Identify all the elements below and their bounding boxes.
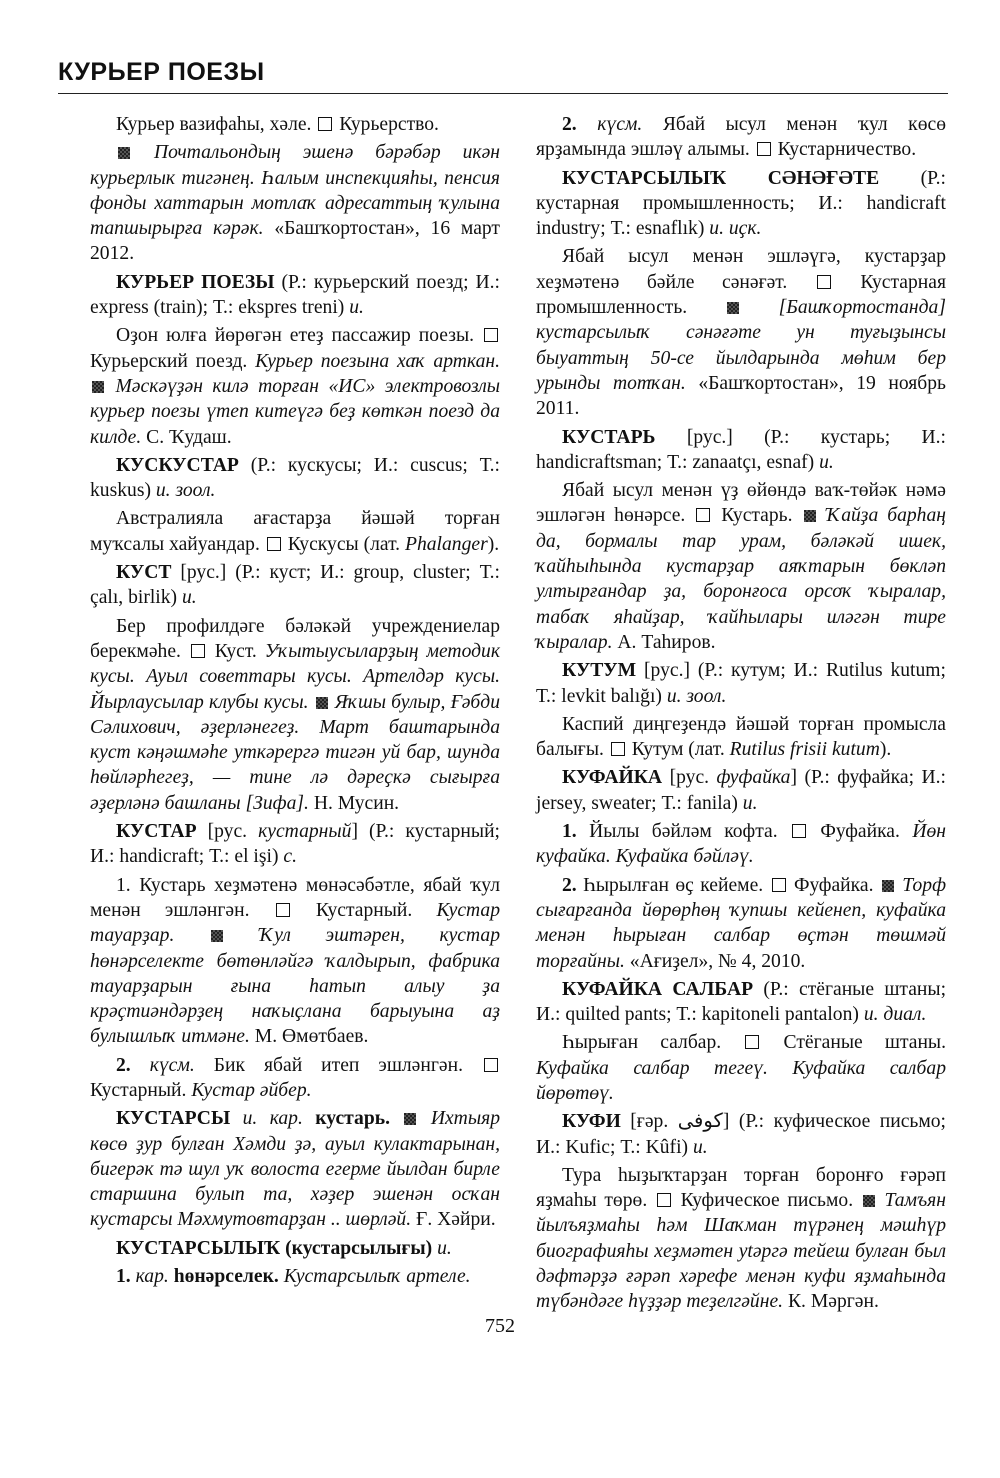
example-square-icon bbox=[882, 880, 894, 892]
box-icon bbox=[772, 878, 786, 892]
example-square-icon bbox=[727, 302, 739, 314]
entry-text: Тура һыҙыҡтарҙан торған боронғо ғәрәп яҙмаһы төрө. Куфическое письмо. Тамъян йылъяҙмаһы һәм Шаҡман түрәнең мәшһүр биографияһы хеҙмәтен ytәргә тейеш булған был дәфтәрҙә ғәрәп хәрефе менән куфи яҙмаһында түбәндәге һүҙҙәр теҙелгәйне. К. Мәргән. bbox=[536, 1164, 946, 1313]
entry-headword: КУФАЙКА САЛБАР (Р.: стёганые штаны; И.: quilted pants; Т.: kapitoneli pantalon) и. диал. bbox=[536, 978, 947, 1026]
entry-headword: КУФАЙКА [рус. фуфайка] (Р.: фуфайка; И.: jersey, sweater; Т.: fanila) и. bbox=[536, 767, 946, 814]
entry-text: Бер профилдәге бәләкәй учреждениелар берекмәһе. Куст. Уҡытыусыларҙың методик кусы. Ауыл советтары кусы. Артелдәр кусы. Йырлаусылар клубы кусы. Яҡшы булыр, Ғәбди Сәлихович, әҙерләнегеҙ. Март баштарында куст кәңәшмәһе уткәрергә тигән уй бар, шунда һөйләрһегеҙ, — тине лә дәреҫкә сығырға әҙерләнә башланы [Зифа]. Н. Мусин. bbox=[90, 615, 500, 814]
entry-sense: 2. Һырылған өҫ кейеме. Фуфайка. Торф сығарғанда йөрөрһөң ҡупшы кейенеп, куфайка менән һырыған салбар өҫтән төшмәй торғайны. «Ағиҙел», № 4, 2010. bbox=[536, 874, 946, 972]
entry-text: Ябай ысул менән эшләүгә, кустарҙар хеҙмәтенә бәйле сәнәғәт. Кустарная промышленность. [Башҡортостанда] кустарсылыҡ сәнәғәте ун туғыҙынсы быуаттың 50-се йылдарында мөһим бер урынды тотҡан. «Башҡортостан», 19 ноябрь 2011. bbox=[536, 246, 946, 420]
box-icon bbox=[696, 508, 710, 522]
entry-headword: КУСТАРСЫЛЫҠ (кустарсылығы) и. bbox=[116, 1237, 452, 1259]
box-icon bbox=[745, 1035, 759, 1049]
entry-headword: КУФИ [ғәр. کوفی] (Р.: куфическое письмо; И.: Kufic; Т.: Kûfi) и. bbox=[536, 1111, 946, 1158]
example-square-icon bbox=[316, 697, 328, 709]
entry-headword: КУСТАРСЫЛЫҠ СӘНӘҒӘТЕ (Р.: кустарная промышленность; И.: handicraft industry; Т.: esnaflık) и. иҫк. bbox=[536, 167, 946, 240]
box-icon bbox=[267, 537, 281, 551]
running-head: КУРЬЕР ПОЕЗЫ bbox=[58, 58, 265, 86]
box-icon bbox=[792, 824, 806, 838]
entry-headword: КУСТАРСЫ и. кар. кустарь. Ихтыяр көсө ҙур булған Хәмди ҙә, ауыл кулактарынан, бигерәк тә шул уҡ волоста егерме йылдан бирле старшина булып та, хәҙер эшенән осҡан кустарсы Мәхмутовтарҙан .. шөрләй. Ғ. Хәйри. bbox=[90, 1108, 500, 1231]
example-square-icon bbox=[118, 147, 130, 159]
box-icon bbox=[611, 742, 625, 756]
entry-sense: 2. күсм. Ябай ысул менән ҡул көсө ярҙамында эшләү алымы. Кустарничество. bbox=[536, 114, 946, 161]
entry-headword: КУСТАРЬ [рус.] (Р.: кустарь; И.: handicraftsman; Т.: zanaatçı, esnaf) и. bbox=[536, 426, 946, 473]
entry-example: Почтальондың эшенә бәрәбәр икән курьерлык тигәнең. Һалым инспекцияһы, пенсия фонды хаттарын мотлаҡ адресаттың ҡулына тапшырырға кәрәк. «Башҡортостан», 16 март 2012. bbox=[90, 142, 500, 265]
entry-sense: 1. кар. һөнәрселек. Кустарсылыҡ артеле. bbox=[116, 1266, 471, 1288]
entry-sense: 2. күсм. Бик ябай итеп эшләнгән. Кустарный. Кустар әйбер. bbox=[90, 1053, 500, 1104]
entry-sense: 1. Йылы бәйләм кофта. Фуфайка. Йөн куфайка. Куфайка бәйләү. bbox=[536, 821, 946, 868]
entry-headword: КУРЬЕР ПОЕЗЫ (Р.: курьерский поезд; И.: express (train); Т.: ekspres treni) и. bbox=[90, 271, 500, 319]
entry-headword: КУСКУСТАР (Р.: кускусы; И.: cuscus; Т.: kuskus) и. зоол. bbox=[90, 454, 500, 502]
example-square-icon bbox=[804, 510, 816, 522]
entry-text: Австралияла ағастарҙа йәшәй торған муҡсалы хайуандар. Кускусы (лат. Phalanger). bbox=[90, 508, 500, 555]
box-icon bbox=[817, 275, 831, 289]
box-icon bbox=[484, 1058, 498, 1072]
example-square-icon bbox=[404, 1113, 416, 1125]
entry-text: Каспий диңгеҙендә йәшәй торған промысла балығы. Кутум (лат. Rutilus frisii kutum). bbox=[536, 713, 946, 761]
left-column bbox=[90, 112, 500, 1292]
entry-text: Оҙон юлға йөрөгән етеҙ пассажир поезы. Курьерский поезд. Курьер поезына хаҡ арткан. Мәскәүҙән килә торған «ИС» электровозлы курьер поезы үтеп китеүгә беҙ көткән поезд да килде. С. Ҡудаш. bbox=[90, 325, 501, 448]
box-icon bbox=[318, 117, 332, 131]
example-square-icon bbox=[863, 1195, 875, 1207]
page-number: 752 bbox=[485, 1315, 515, 1337]
entry-text: Курьер вазифаһы, хәле. Курьерство. bbox=[116, 114, 439, 135]
example-square-icon bbox=[211, 930, 223, 942]
entry-text: Һырыған салбар. Стёганые штаны. Куфайка салбар тегеү. Куфайка салбар йөрөтөү. bbox=[536, 1032, 946, 1104]
box-icon bbox=[657, 1193, 671, 1207]
box-icon bbox=[191, 644, 205, 658]
right-column bbox=[536, 112, 946, 1318]
entry-headword: КУСТАР [рус. кустарный] (Р.: кустарный; И.: handicraft; Т.: el işi) с. bbox=[90, 821, 500, 868]
header-rule bbox=[58, 93, 948, 94]
box-icon bbox=[276, 903, 290, 917]
example-square-icon bbox=[92, 381, 104, 393]
entry-headword: КУСТ [рус.] (Р.: куст; И.: group, cluster; Т.: çalı, birlik) и. bbox=[90, 562, 500, 609]
box-icon bbox=[484, 328, 498, 342]
entry-text: Ябай ысул менән үҙ өйөндә ваҡ-төйәк нәмә эшләгән һөнәрсе. Кустарь. Ҡайҙа барһаң да, бормалы тар урам, бәләкәй ишек, ҡайһыһында кустарҙар аяҡтарын бөкләп ултырғандар ҙа, боронғоса орсоҡ ҡыралар, табаҡ яһайҙар, ҡайһылары иләгән тире ҡыралар. А. Таһиров. bbox=[536, 480, 946, 653]
box-icon bbox=[757, 142, 771, 156]
entry-headword: КУТУМ [рус.] (Р.: кутум; И.: Rutilus kutum; Т.: levkit balığı) и. зоол. bbox=[536, 660, 946, 707]
entry-sense: 1. Кустарь хеҙмәтенә мөнәсәбәтле, ябай ҡул менән эшләнгән. Кустарный. Кустар тауарҙар. Ҡул эштәрен, кустар һөнәрселекте бөтөнләйгә ҡалдырып, фабрика тауарҙарын ғына һатып алыу ҙа крәҫтиәндәрҙең наҡыҫлана барыуына аҙ булышлыҡ итмәне. М. Өмөтбаев. bbox=[90, 874, 500, 1048]
